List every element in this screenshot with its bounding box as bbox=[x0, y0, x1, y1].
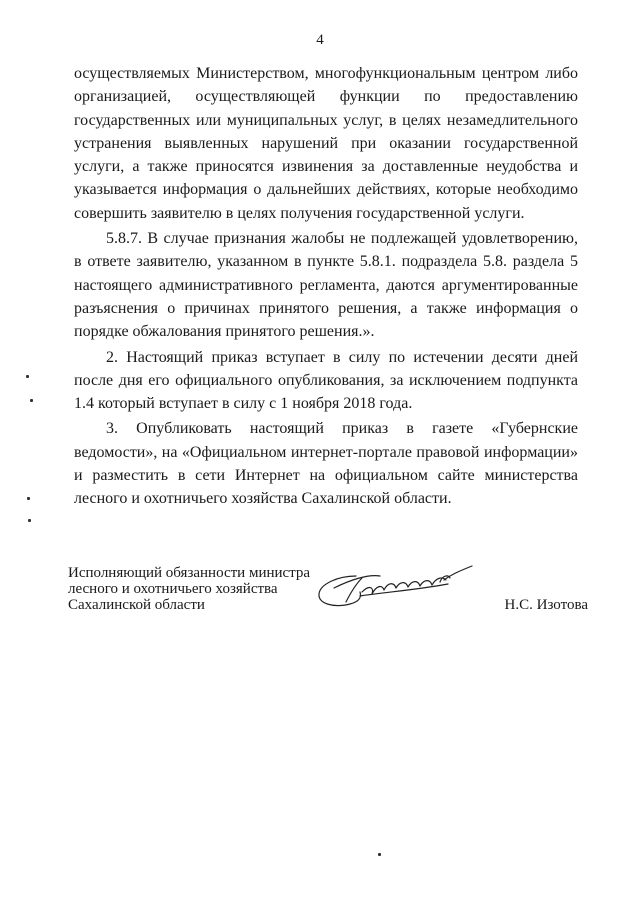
paragraph-2: 2. Настоящий приказ вступает в силу по истечении десяти дней после дня его официального опубликования, за исключением подпункта 1.4 который вступает в силу с 1 ноября 2018 года. bbox=[74, 348, 578, 413]
paragraph-5-8-7: 5.8.7. В случае признания жалобы не подлежащей удовлетворению, в ответе заявителю, указанном в пункте 5.8.1. подраздела 5.8. раздела 5 настоящего административного регламента, даются аргументированные разъяснения о причинах принятого решения, а также информация о порядке обжалования принятого решения.». bbox=[74, 230, 578, 341]
signer-title-line: Исполняющий обязанности министра bbox=[68, 565, 311, 581]
signer-title-line: Сахалинской области bbox=[68, 597, 205, 613]
handwritten-signature bbox=[316, 562, 476, 616]
margin-mark bbox=[30, 399, 33, 402]
margin-mark bbox=[378, 853, 381, 856]
margin-mark bbox=[28, 519, 31, 522]
margin-mark bbox=[26, 375, 29, 378]
paragraph-3: 3. Опубликовать настоящий приказ в газете «Губернские ведомости», на «Официальном интернет-портале правовой информации» и разместить в сети Интернет на официальном сайте министерства лесного и охотничьего хозяйства Сахалинской области. bbox=[74, 420, 578, 508]
document-body bbox=[74, 62, 578, 511]
page-number: 4 bbox=[316, 32, 324, 48]
signature-block bbox=[68, 565, 588, 625]
paragraph-continuation: осуществляемых Министерством, многофункциональным центром либо организацией, осуществляющей функции по предоставлению государственных или муниципальных услуг, в целях незамедлительного устранения выявленных нарушений при оказании государственной услуги, а также приносятся извинения за доставленные неудобства и указывается информация о дальнейших действиях, которые необходимо совершить заявителю в целях получения государственной услуги. bbox=[74, 65, 578, 222]
signer-name: Н.С. Изотова bbox=[504, 597, 588, 613]
margin-mark bbox=[27, 497, 30, 500]
signer-title-line: лесного и охотничьего хозяйства bbox=[68, 581, 278, 597]
signer-title bbox=[68, 565, 310, 613]
